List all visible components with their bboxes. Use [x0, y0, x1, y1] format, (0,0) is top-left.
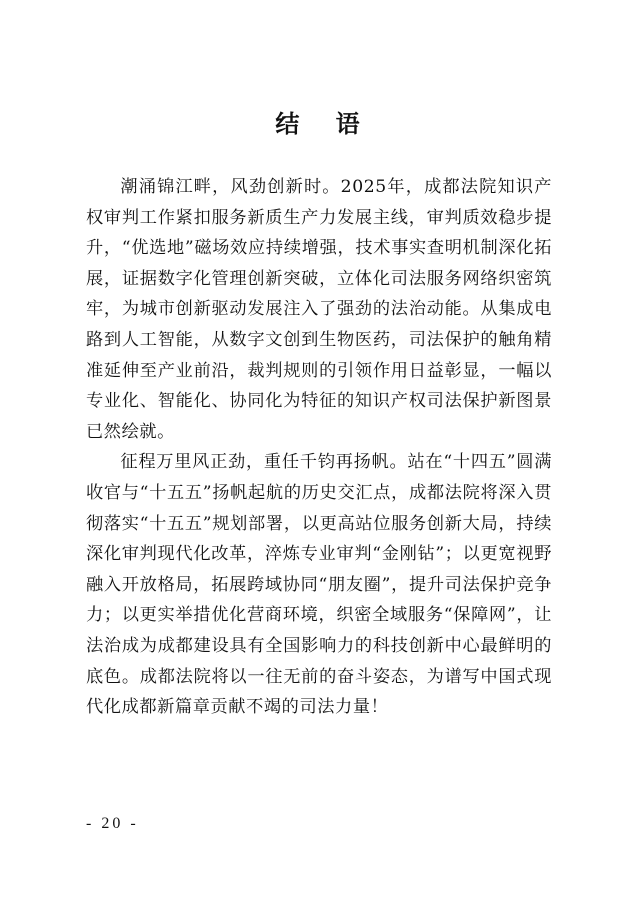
page-number: - 20 - — [86, 815, 139, 832]
paragraph-1: 潮涌锦江畔，风劲创新时。2025年，成都法院知识产权审判工作紧扣服务新质生产力发展主线，审判质效稳步提升，“优选地”磁场效应持续增强，技术事实查明机制深化拓展，证据数字化管理创新突破，立体化司法服务网络织密筑牢，为城市创新驱动发展注入了强劲的法治动能。从集成电路到人工智能，从数字文创到生物医药，司法保护的触角精准延伸至产业前沿，裁判规则的引领作用日益彰显，一幅以专业化、智能化、协同化为特征的知识产权司法保护新图景已然绘就。 — [86, 177, 552, 442]
body-text — [86, 172, 552, 723]
page-title: 结 语 — [275, 110, 374, 138]
paragraph-2: 征程万里风正劲，重任千钧再扬帆。站在“十四五”圆满收官与“十五五”扬帆起航的历史交汇点，成都法院将深入贯彻落实“十五五”规划部署，以更高站位服务创新大局，持续深化审判现代化改革，淬炼专业审判“金刚钻”；以更宽视野融入开放格局，拓展跨域协同“朋友圈”，提升司法保护竞争力；以更实举措优化营商环境，织密全域服务“保障网”，让法治成为成都建设具有全国影响力的科技创新中心最鲜明的底色。成都法院将以一往无前的奋斗姿态，为谱写中国式现代化成都新篇章贡献不竭的司法力量！ — [86, 452, 552, 718]
